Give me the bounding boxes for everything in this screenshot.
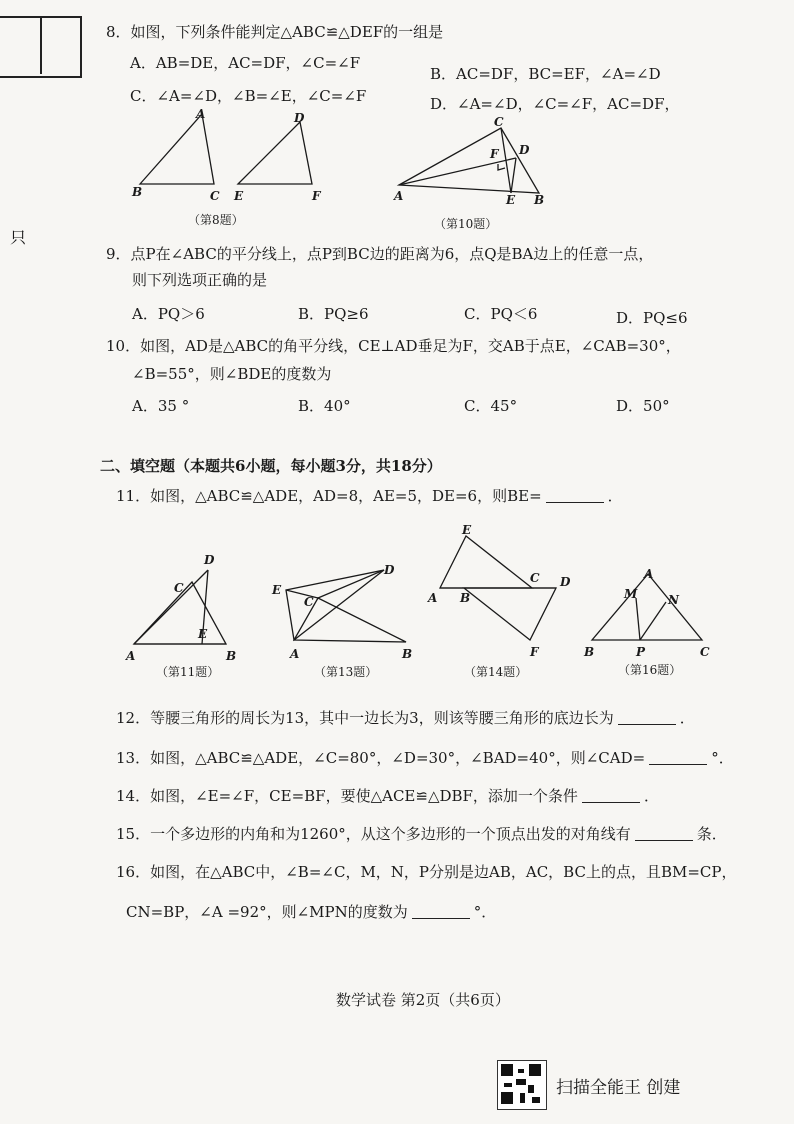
fig8-triangle-def bbox=[238, 122, 312, 184]
q8-option-a: A．AB=DE，AC=DF，∠C=∠F bbox=[130, 54, 361, 72]
fig8-label-c: C bbox=[210, 189, 220, 203]
fig10-ad bbox=[399, 158, 516, 185]
fig10-right-angle bbox=[498, 164, 505, 170]
fig13-caption: （第13题） bbox=[314, 665, 378, 679]
q12-text bbox=[116, 708, 695, 728]
fig10-label-c: C bbox=[494, 115, 504, 129]
q13-stem: 13．如图，△ABC≌△ADE，∠C=80°，∠D=30°，∠BAD=40°，则∠CAD= bbox=[116, 749, 646, 767]
fig13-label-a: A bbox=[290, 647, 300, 661]
figure-14 bbox=[426, 523, 576, 680]
fig8-label-d: D bbox=[294, 111, 305, 125]
q9-option-c: C．PQ＜6 bbox=[464, 305, 538, 323]
fig16-caption: （第16题） bbox=[618, 663, 682, 677]
q8-option-c: C．∠A=∠D，∠B=∠E，∠C=∠F bbox=[130, 87, 367, 105]
fig14-label-b: B bbox=[460, 591, 471, 605]
fig14-label-f: F bbox=[530, 645, 539, 659]
q16-answer-blank[interactable] bbox=[412, 904, 470, 919]
q10-option-c: C．45° bbox=[464, 397, 518, 415]
fig13-label-c: C bbox=[304, 595, 314, 609]
fig8-label-f: F bbox=[312, 189, 321, 203]
q13-end: °． bbox=[711, 749, 734, 767]
fig13-label-e: E bbox=[272, 583, 282, 597]
fig16-label-p: P bbox=[636, 645, 646, 659]
figure-16 bbox=[584, 568, 724, 688]
q12-answer-blank[interactable] bbox=[618, 710, 676, 725]
fig14-label-e: E bbox=[462, 523, 472, 537]
q10-stem: 10．如图，AD是△ABC的角平分线，CE⊥AD垂足为F，交AB于点E，∠CAB=30°， bbox=[106, 337, 681, 355]
q11-end: ． bbox=[607, 487, 623, 505]
q11-stem: 11．如图，△ABC≌△ADE，AD=8，AE=5，DE=6，则BE= bbox=[116, 487, 542, 505]
fig8-label-e: E bbox=[234, 189, 244, 203]
fig11-ad bbox=[134, 570, 208, 644]
q15-stem: 15．一个多边形的内角和为1260°，从这个多边形的一个顶点出发的对角线有 bbox=[116, 825, 631, 843]
figure-13 bbox=[272, 560, 422, 690]
fig13-label-b: B bbox=[402, 647, 413, 661]
figure-8 bbox=[130, 108, 350, 228]
fig10-de bbox=[511, 158, 516, 193]
fig8-label-b: B bbox=[132, 185, 143, 199]
fig14-caption: （第14题） bbox=[464, 665, 528, 679]
fig10-label-b: B bbox=[534, 193, 545, 207]
fig10-label-d: D bbox=[519, 143, 530, 157]
q14-text bbox=[116, 786, 659, 806]
scanner-watermark: 扫描全能王 创建 bbox=[556, 1078, 681, 1098]
q8-stem: 8．如图，下列条件能判定△ABC≌△DEF的一组是 bbox=[106, 23, 444, 41]
q15-end: 条． bbox=[696, 825, 727, 843]
fig8-label-a: A bbox=[196, 107, 206, 121]
qr-code-icon bbox=[497, 1060, 547, 1110]
fig13-cd bbox=[318, 570, 384, 598]
q12-end: ． bbox=[679, 709, 695, 727]
q16-end: °． bbox=[473, 903, 497, 921]
fig16-label-a: A bbox=[644, 567, 654, 581]
q16-text-2 bbox=[126, 902, 496, 922]
q16-text: 16．如图，在△ABC中，∠B=∠C，M，N，P分别是边AB，AC，BC上的点，且BM=CP， bbox=[116, 863, 737, 881]
fig16-label-b: B bbox=[584, 645, 595, 659]
fig11-caption: （第11题） bbox=[156, 665, 220, 679]
q9-option-b: B．PQ≥6 bbox=[298, 305, 369, 323]
page-footer: 数学试卷 第2页（共6页） bbox=[336, 991, 510, 1009]
q10-stem-2: ∠B=55°，则∠BDE的度数为 bbox=[132, 365, 332, 383]
fig16-label-n: N bbox=[668, 593, 679, 607]
q15-text bbox=[116, 824, 727, 844]
q10-option-d: D．50° bbox=[616, 397, 670, 415]
fig13-label-d: D bbox=[384, 563, 395, 577]
q9-option-a: A．PQ＞6 bbox=[132, 305, 205, 323]
q9-stem: 9．点P在∠ABC的平分线上，点P到BC边的距离为6，点Q是BA边上的任意一点， bbox=[106, 245, 654, 263]
fig10-caption: （第10题） bbox=[434, 217, 498, 231]
fig16-label-m: M bbox=[624, 587, 638, 601]
q12-stem: 12．等腰三角形的周长为13，其中一边长为3，则该等腰三角形的底边长为 bbox=[116, 709, 614, 727]
fig16-pn bbox=[640, 602, 666, 640]
fig10-triangle-abc bbox=[399, 128, 539, 193]
fig10-label-e: E bbox=[506, 193, 516, 207]
figure-10 bbox=[394, 115, 564, 231]
fig14-label-c: C bbox=[530, 571, 540, 585]
fig16-pm bbox=[636, 598, 640, 640]
q10-option-a: A．35 ° bbox=[132, 397, 190, 415]
q8-option-d: D．∠A=∠D，∠C=∠F，AC=DF， bbox=[430, 95, 680, 113]
figure-11 bbox=[126, 550, 246, 680]
fig11-label-a: A bbox=[126, 649, 136, 663]
fig14-label-a: A bbox=[428, 591, 438, 605]
score-box-divider bbox=[40, 16, 42, 74]
fig8-caption: （第8题） bbox=[188, 213, 244, 227]
fig8-triangle-abc bbox=[140, 114, 214, 184]
fig11-label-c: C bbox=[174, 581, 184, 595]
q13-answer-blank[interactable] bbox=[649, 750, 707, 765]
section-2-title: 二、填空题（本题共6小题，每小题3分，共18分） bbox=[100, 457, 442, 475]
q14-stem: 14．如图，∠E=∠F，CE=BF，要使△ACE≌△DBF，添加一个条件 bbox=[116, 787, 578, 805]
q8-option-b: B．AC=DF，BC=EF，∠A=∠D bbox=[430, 65, 661, 83]
margin-side-text: 只 bbox=[10, 228, 27, 247]
q9-option-d: D．PQ≤6 bbox=[616, 309, 688, 327]
fig11-label-e: E bbox=[198, 627, 208, 641]
fig10-label-a: A bbox=[394, 189, 404, 203]
q10-option-b: B．40° bbox=[298, 397, 351, 415]
q13-text bbox=[116, 748, 734, 768]
q14-end: ． bbox=[643, 787, 659, 805]
q9-stem-2: 则下列选项正确的是 bbox=[132, 271, 268, 289]
q16-stem-2: CN=BP，∠A =92°，则∠MPN的度数为 bbox=[126, 903, 408, 921]
fig16-label-c: C bbox=[700, 645, 710, 659]
q11-text bbox=[116, 486, 623, 506]
fig11-label-b: B bbox=[226, 649, 237, 663]
fig14-triangle-ace bbox=[440, 536, 532, 588]
fig14-label-d: D bbox=[560, 575, 571, 589]
fig14-triangle-dbf bbox=[464, 588, 556, 640]
q14-answer-blank[interactable] bbox=[582, 788, 640, 803]
fig10-label-f: F bbox=[490, 147, 499, 161]
fig11-label-d: D bbox=[204, 553, 215, 567]
q11-answer-blank[interactable] bbox=[546, 488, 604, 503]
q15-answer-blank[interactable] bbox=[635, 826, 693, 841]
